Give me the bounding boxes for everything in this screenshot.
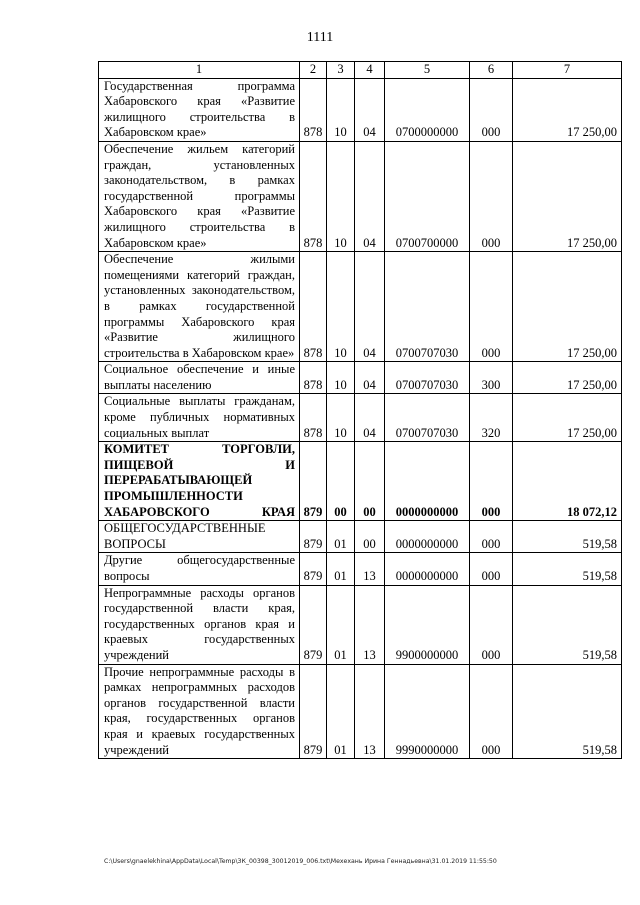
header-col-1: 1	[99, 62, 300, 79]
row-vr: 000	[470, 521, 513, 553]
row-gr: 879	[300, 664, 327, 759]
row-rz: 10	[327, 362, 355, 394]
row-pr: 04	[355, 394, 385, 442]
row-name: Другие общегосударственные вопросы	[99, 553, 300, 585]
table-row	[99, 394, 622, 442]
table-row	[99, 553, 622, 585]
row-csr: 0700000000	[385, 78, 470, 141]
row-name: КОМИТЕТ ТОРГОВЛИ, ПИЩЕВОЙ И ПЕРЕРАБАТЫВАЮЩЕЙ ПРОМЫШЛЕННОСТИ ХАБАРОВСКОГО КРАЯ	[99, 442, 300, 521]
row-amount: 17 250,00	[513, 78, 622, 141]
row-name: ОБЩЕГОСУДАРСТВЕННЫЕ ВОПРОСЫ	[99, 521, 300, 553]
header-col-2: 2	[300, 62, 327, 79]
row-pr: 13	[355, 585, 385, 664]
row-gr: 879	[300, 553, 327, 585]
row-vr: 000	[470, 664, 513, 759]
budget-table	[98, 61, 622, 759]
row-amount: 519,58	[513, 521, 622, 553]
row-rz: 01	[327, 585, 355, 664]
row-name: Обеспечение жилыми помещениями категорий граждан, установленных законодательством, в рамках государственной программы Хабаровского края «Развитие жилищного строительства в Хабаровском крае»	[99, 252, 300, 362]
row-csr: 0700700000	[385, 141, 470, 251]
row-pr: 13	[355, 553, 385, 585]
table-row	[99, 78, 622, 141]
row-csr: 0700707030	[385, 394, 470, 442]
row-vr: 000	[470, 78, 513, 141]
table-row	[99, 442, 622, 521]
row-gr: 878	[300, 78, 327, 141]
row-amount: 17 250,00	[513, 362, 622, 394]
row-rz: 10	[327, 78, 355, 141]
row-amount: 18 072,12	[513, 442, 622, 521]
row-vr: 300	[470, 362, 513, 394]
table-row	[99, 252, 622, 362]
row-name: Непрограммные расходы органов государственной власти края, государственных органов края и краевых государственных учреждений	[99, 585, 300, 664]
row-csr: 0000000000	[385, 521, 470, 553]
row-rz: 10	[327, 252, 355, 362]
row-name: Социальные выплаты гражданам, кроме публичных нормативных социальных выплат	[99, 394, 300, 442]
row-csr: 0700707030	[385, 252, 470, 362]
row-amount: 17 250,00	[513, 141, 622, 251]
header-col-7: 7	[513, 62, 622, 79]
row-csr: 0000000000	[385, 553, 470, 585]
row-pr: 04	[355, 78, 385, 141]
row-amount: 17 250,00	[513, 394, 622, 442]
table-row	[99, 664, 622, 759]
row-name: Государственная программа Хабаровского края «Развитие жилищного строительства в Хабаровском крае»	[99, 78, 300, 141]
row-rz: 01	[327, 553, 355, 585]
header-col-5: 5	[385, 62, 470, 79]
row-vr: 000	[470, 585, 513, 664]
row-pr: 00	[355, 442, 385, 521]
row-csr: 9990000000	[385, 664, 470, 759]
row-rz: 01	[327, 521, 355, 553]
row-gr: 878	[300, 252, 327, 362]
row-rz: 01	[327, 664, 355, 759]
row-csr: 9900000000	[385, 585, 470, 664]
row-rz: 10	[327, 141, 355, 251]
row-amount: 519,58	[513, 585, 622, 664]
row-gr: 879	[300, 442, 327, 521]
row-pr: 13	[355, 664, 385, 759]
table-header-row	[99, 62, 622, 79]
header-col-3: 3	[327, 62, 355, 79]
row-gr: 879	[300, 585, 327, 664]
row-pr: 04	[355, 252, 385, 362]
row-pr: 04	[355, 362, 385, 394]
row-vr: 000	[470, 252, 513, 362]
row-name: Обеспечение жильем категорий граждан, установленных законодательством, в рамках государственной программы Хабаровского края «Развитие жилищного строительства в Хабаровском крае»	[99, 141, 300, 251]
row-rz: 10	[327, 394, 355, 442]
row-pr: 00	[355, 521, 385, 553]
row-gr: 878	[300, 362, 327, 394]
file-path-footer: C:\Users\gnaelekhina\AppData\Local\Temp\ЗК_00398_30012019_006.txt\Мехехань Ирина Геннадьевна\31.01.2019 11:55:50	[104, 858, 497, 865]
row-amount: 519,58	[513, 553, 622, 585]
row-gr: 878	[300, 394, 327, 442]
header-col-6: 6	[470, 62, 513, 79]
row-vr: 000	[470, 553, 513, 585]
row-gr: 879	[300, 521, 327, 553]
row-name: Прочие непрограммные расходы в рамках непрограммных расходов органов государственной власти края, государственных органов края и краевых государственных учреждений	[99, 664, 300, 759]
table-row	[99, 521, 622, 553]
row-amount: 519,58	[513, 664, 622, 759]
row-name: Социальное обеспечение и иные выплаты населению	[99, 362, 300, 394]
header-col-4: 4	[355, 62, 385, 79]
row-vr: 320	[470, 394, 513, 442]
row-pr: 04	[355, 141, 385, 251]
table-row	[99, 585, 622, 664]
row-amount: 17 250,00	[513, 252, 622, 362]
page-number: 1111	[306, 30, 334, 45]
row-csr: 0700707030	[385, 362, 470, 394]
row-csr: 0000000000	[385, 442, 470, 521]
row-gr: 878	[300, 141, 327, 251]
table-row	[99, 141, 622, 251]
table-row	[99, 362, 622, 394]
row-vr: 000	[470, 141, 513, 251]
row-vr: 000	[470, 442, 513, 521]
row-rz: 00	[327, 442, 355, 521]
